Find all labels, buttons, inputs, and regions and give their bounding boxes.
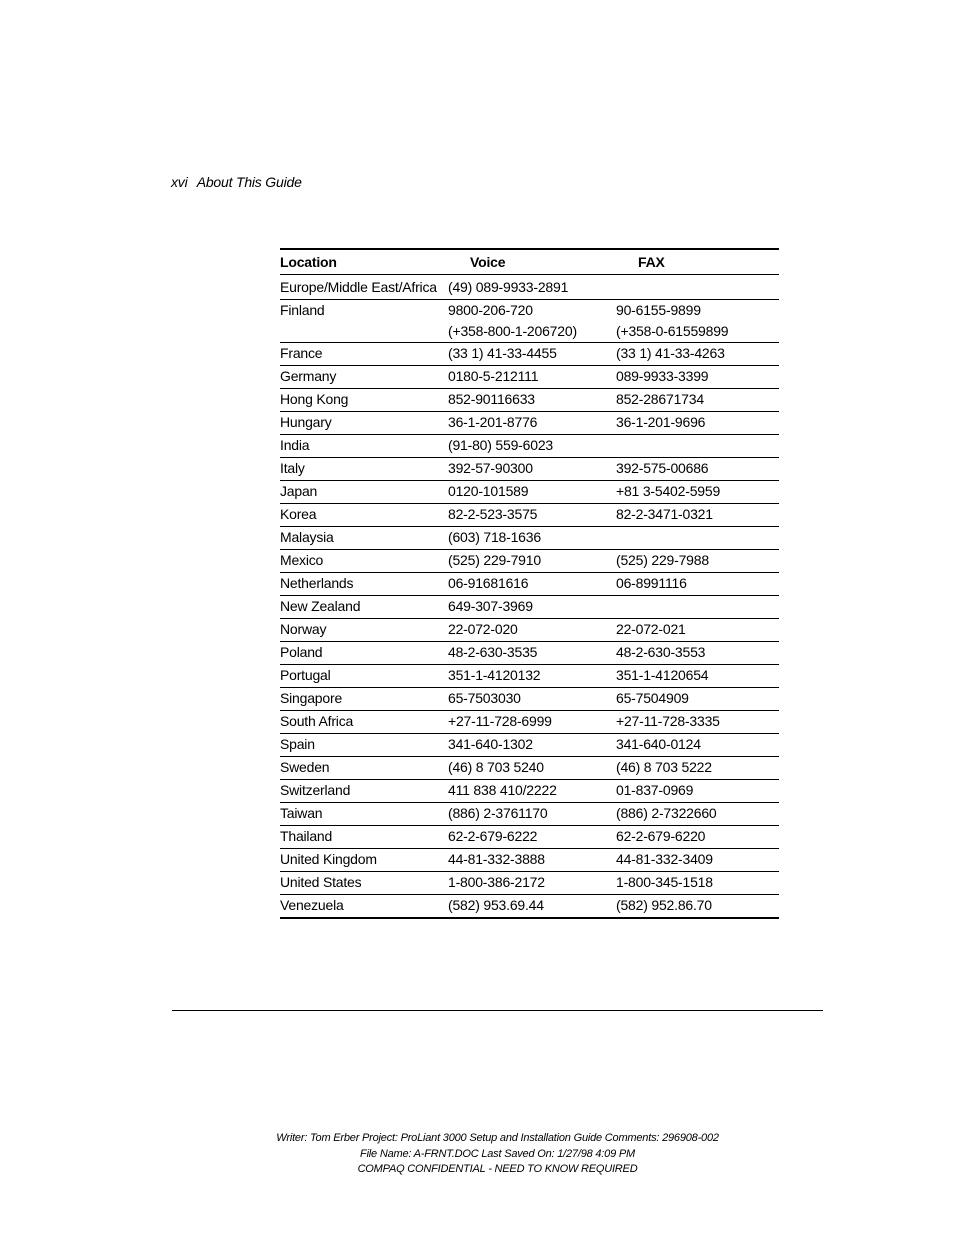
cell-voice-text: (33 1) 41-33-4455 — [448, 345, 557, 361]
cell-fax — [616, 504, 779, 527]
cell-fax — [616, 642, 779, 665]
cell-fax — [616, 275, 779, 300]
table-row — [280, 688, 779, 711]
cell-voice-text: 411 838 410/2222 — [448, 782, 557, 798]
cell-voice — [448, 688, 616, 711]
header-fax: FAX — [616, 249, 779, 275]
header-location: Location — [280, 249, 448, 275]
cell-voice-text: (46) 8 703 5240 — [448, 759, 544, 775]
cell-fax-text: 351-1-4120654 — [616, 667, 709, 683]
table-row — [280, 757, 779, 780]
cell-location-text: New Zealand — [280, 598, 361, 614]
cell-location — [280, 573, 448, 596]
cell-location-text: Netherlands — [280, 575, 354, 591]
contact-table — [280, 248, 779, 919]
cell-location-text: Europe/Middle East/Africa — [280, 279, 437, 295]
cell-location — [280, 688, 448, 711]
cell-fax — [616, 780, 779, 803]
cell-voice — [448, 573, 616, 596]
cell-location — [280, 734, 448, 757]
table-row — [280, 872, 779, 895]
cell-voice-text: 351-1-4120132 — [448, 667, 541, 683]
cell-fax-text: 22-072-021 — [616, 621, 686, 637]
cell-location — [280, 366, 448, 389]
cell-voice-text: 06-91681616 — [448, 575, 529, 591]
cell-voice — [448, 412, 616, 435]
cell-location-text: Thailand — [280, 828, 333, 844]
cell-fax-text: (525) 229-7988 — [616, 552, 709, 568]
footer-rule — [172, 1010, 823, 1011]
cell-voice — [448, 550, 616, 573]
cell-location — [280, 550, 448, 573]
table-row — [280, 734, 779, 757]
cell-fax — [616, 435, 779, 458]
table-row — [280, 849, 779, 872]
cell-voice — [448, 481, 616, 504]
cell-voice-text: 341-640-1302 — [448, 736, 533, 752]
cell-location-text: Taiwan — [280, 805, 323, 821]
cell-location — [280, 481, 448, 504]
cell-location — [280, 504, 448, 527]
cell-fax — [616, 849, 779, 872]
cell-fax-text: (582) 952.86.70 — [616, 897, 712, 913]
cell-voice-text: +27-11-728-6999 — [448, 713, 552, 729]
cell-voice-text: 1-800-386-2172 — [448, 874, 545, 890]
cell-location — [280, 665, 448, 688]
table-row — [280, 573, 779, 596]
cell-location-text: Singapore — [280, 690, 343, 706]
cell-fax-text: 65-7504909 — [616, 690, 689, 706]
cell-fax-text: (886) 2-7322660 — [616, 805, 717, 821]
cell-voice-text: (886) 2-3761170 — [448, 805, 548, 821]
cell-voice-text: 36-1-201-8776 — [448, 414, 538, 430]
table-row — [280, 550, 779, 573]
cell-voice-text: 22-072-020 — [448, 621, 518, 637]
footer-meta — [172, 1131, 823, 1178]
cell-fax-text: (+358-0-61559899 — [616, 323, 729, 339]
cell-location — [280, 849, 448, 872]
cell-fax-text: 089-9933-3399 — [616, 368, 709, 384]
cell-voice-text: (+358-800-1-206720) — [448, 323, 577, 339]
table-row — [280, 803, 779, 826]
cell-location-text: Hong Kong — [280, 391, 349, 407]
cell-voice-text: (582) 953.69.44 — [448, 897, 544, 913]
table-row — [280, 412, 779, 435]
cell-voice — [448, 665, 616, 688]
cell-voice — [448, 895, 616, 919]
cell-voice — [448, 389, 616, 412]
table-row — [280, 389, 779, 412]
cell-location — [280, 826, 448, 849]
cell-voice — [448, 711, 616, 734]
cell-fax-text: 341-640-0124 — [616, 736, 701, 752]
cell-location — [280, 275, 448, 300]
cell-location — [280, 619, 448, 642]
cell-location — [280, 872, 448, 895]
cell-location — [280, 642, 448, 665]
cell-fax — [616, 665, 779, 688]
cell-voice — [448, 826, 616, 849]
cell-location — [280, 803, 448, 826]
cell-location — [280, 458, 448, 481]
cell-voice — [448, 300, 616, 343]
cell-location-text: Italy — [280, 460, 305, 476]
cell-location-text: Portugal — [280, 667, 331, 683]
table-row — [280, 596, 779, 619]
cell-voice — [448, 343, 616, 366]
cell-voice-text: 44-81-332-3888 — [448, 851, 545, 867]
cell-fax — [616, 619, 779, 642]
page-number: xvi — [171, 174, 188, 190]
cell-voice — [448, 780, 616, 803]
cell-fax — [616, 895, 779, 919]
footer-line-writer-project: Writer: Tom Erber Project: ProLiant 3000 Setup and Installation Guide Comments: 296908-002 — [276, 1132, 719, 1144]
cell-location-text: Sweden — [280, 759, 330, 775]
cell-fax — [616, 458, 779, 481]
cell-voice-text: 65-7503030 — [448, 690, 521, 706]
table-row — [280, 275, 779, 300]
cell-fax — [616, 389, 779, 412]
cell-fax — [616, 343, 779, 366]
cell-fax — [616, 826, 779, 849]
cell-location-text: United States — [280, 874, 362, 890]
cell-location-text: France — [280, 345, 323, 361]
cell-fax — [616, 366, 779, 389]
cell-voice — [448, 275, 616, 300]
cell-location-text: Finland — [280, 302, 325, 318]
running-head — [171, 174, 302, 190]
cell-fax-text: 44-81-332-3409 — [616, 851, 713, 867]
cell-voice — [448, 619, 616, 642]
cell-voice — [448, 435, 616, 458]
cell-voice — [448, 642, 616, 665]
cell-voice-text: (91-80) 559-6023 — [448, 437, 553, 453]
cell-location — [280, 435, 448, 458]
cell-fax-text: 36-1-201-9696 — [616, 414, 706, 430]
table-row — [280, 458, 779, 481]
cell-fax-text: 90-6155-9899 — [616, 302, 701, 318]
cell-voice-text: 852-90116633 — [448, 391, 535, 407]
cell-location-text: Korea — [280, 506, 317, 522]
cell-fax-text: +27-11-728-3335 — [616, 713, 720, 729]
cell-fax-text: 48-2-630-3553 — [616, 644, 706, 660]
section-title: About This Guide — [196, 174, 302, 190]
cell-location-text: Venezuela — [280, 897, 344, 913]
cell-fax-text: 1-800-345-1518 — [616, 874, 713, 890]
cell-fax — [616, 734, 779, 757]
cell-location — [280, 527, 448, 550]
cell-fax — [616, 481, 779, 504]
table-row — [280, 895, 779, 919]
cell-location-text: United Kingdom — [280, 851, 377, 867]
table-row — [280, 780, 779, 803]
table-row — [280, 826, 779, 849]
cell-fax-text: 62-2-679-6220 — [616, 828, 706, 844]
cell-location — [280, 780, 448, 803]
cell-location-text: Hungary — [280, 414, 332, 430]
cell-voice-text: (49) 089-9933-2891 — [448, 279, 569, 295]
cell-voice-text: (603) 718-1636 — [448, 529, 541, 545]
table-header-row — [280, 249, 779, 275]
cell-voice-text: 0120-101589 — [448, 483, 529, 499]
cell-fax-text: (33 1) 41-33-4263 — [616, 345, 725, 361]
cell-fax-text: +81 3-5402-5959 — [616, 483, 721, 499]
cell-location-text: Poland — [280, 644, 323, 660]
cell-voice — [448, 527, 616, 550]
cell-fax — [616, 527, 779, 550]
cell-location-text: Norway — [280, 621, 327, 637]
cell-fax — [616, 803, 779, 826]
cell-location-text: Germany — [280, 368, 337, 384]
cell-location-text: Mexico — [280, 552, 324, 568]
cell-location — [280, 300, 448, 343]
cell-voice-text: 9800-206-720 — [448, 302, 533, 318]
table-row — [280, 504, 779, 527]
table-body — [280, 275, 779, 919]
cell-fax-text: 852-28671734 — [616, 391, 704, 407]
cell-fax — [616, 711, 779, 734]
table-row — [280, 300, 779, 343]
cell-voice — [448, 734, 616, 757]
cell-fax — [616, 688, 779, 711]
table-row — [280, 481, 779, 504]
cell-voice — [448, 596, 616, 619]
cell-location — [280, 596, 448, 619]
header-voice: Voice — [448, 249, 616, 275]
cell-location-text: Switzerland — [280, 782, 351, 798]
cell-location — [280, 711, 448, 734]
cell-location — [280, 343, 448, 366]
cell-voice-text: 62-2-679-6222 — [448, 828, 538, 844]
cell-voice-text: (525) 229-7910 — [448, 552, 541, 568]
cell-fax — [616, 573, 779, 596]
cell-voice-text: 0180-5-212111 — [448, 368, 539, 384]
cell-voice-text: 392-57-90300 — [448, 460, 533, 476]
table-row — [280, 619, 779, 642]
footer-line-confidential: COMPAQ CONFIDENTIAL - NEED TO KNOW REQUIRED — [357, 1163, 638, 1175]
cell-location-text: India — [280, 437, 310, 453]
cell-fax — [616, 872, 779, 895]
cell-voice-text: 649-307-3969 — [448, 598, 533, 614]
cell-location-text: Japan — [280, 483, 318, 499]
cell-fax-text: 06-8991116 — [616, 575, 687, 591]
table-row — [280, 711, 779, 734]
table-row — [280, 343, 779, 366]
cell-fax — [616, 300, 779, 343]
cell-fax-text: 392-575-00686 — [616, 460, 709, 476]
cell-voice-text: 82-2-523-3575 — [448, 506, 538, 522]
cell-location-text: South Africa — [280, 713, 354, 729]
table-row — [280, 665, 779, 688]
cell-voice — [448, 366, 616, 389]
cell-voice — [448, 458, 616, 481]
table-row — [280, 527, 779, 550]
table-row — [280, 642, 779, 665]
cell-fax — [616, 757, 779, 780]
cell-location — [280, 412, 448, 435]
cell-voice-text: 48-2-630-3535 — [448, 644, 538, 660]
cell-location — [280, 389, 448, 412]
cell-voice — [448, 849, 616, 872]
cell-fax — [616, 412, 779, 435]
cell-location-text: Malaysia — [280, 529, 334, 545]
cell-voice — [448, 504, 616, 527]
cell-voice — [448, 757, 616, 780]
table-row — [280, 435, 779, 458]
cell-location-text: Spain — [280, 736, 315, 752]
footer-line-filename: File Name: A-FRNT.DOC Last Saved On: 1/27/98 4:09 PM — [360, 1147, 635, 1160]
cell-voice — [448, 872, 616, 895]
cell-fax — [616, 550, 779, 573]
cell-location — [280, 757, 448, 780]
table-row — [280, 366, 779, 389]
cell-voice — [448, 803, 616, 826]
cell-fax-text: 82-2-3471-0321 — [616, 506, 713, 522]
cell-fax-text: 01-837-0969 — [616, 782, 694, 798]
cell-fax — [616, 596, 779, 619]
cell-location — [280, 895, 448, 919]
cell-fax-text: (46) 8 703 5222 — [616, 759, 712, 775]
